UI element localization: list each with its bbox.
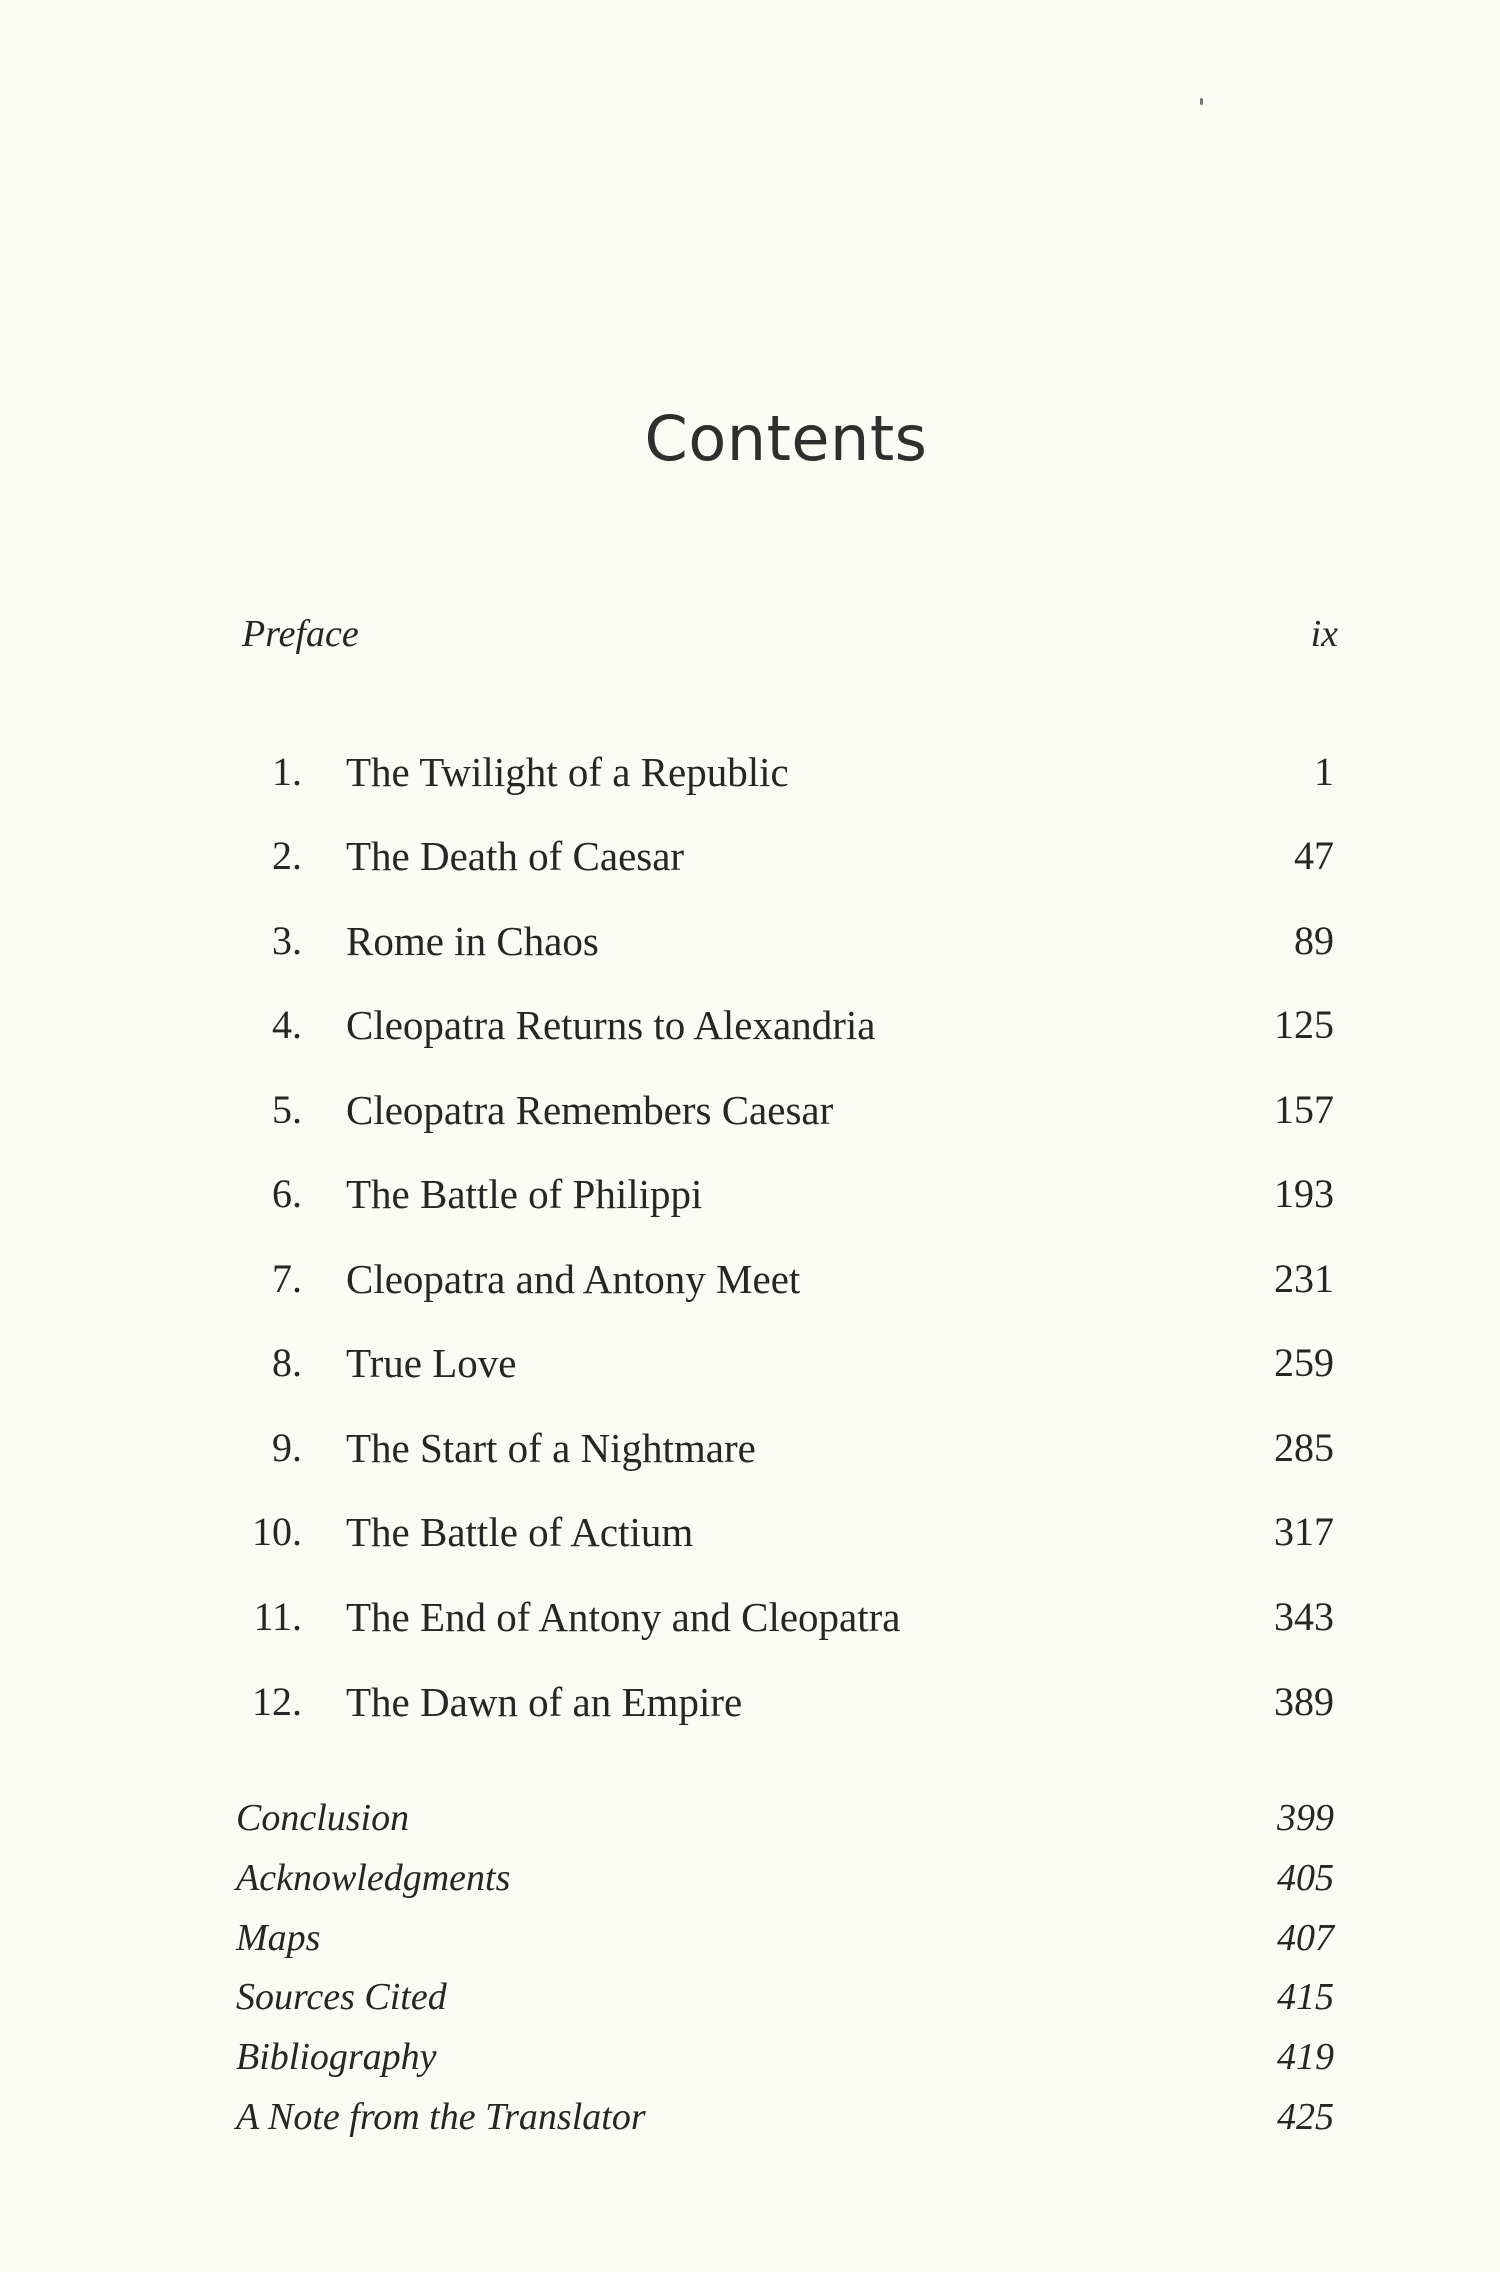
toc-entry-conclusion xyxy=(0,1796,1500,1856)
toc-entry-label: Bibliography xyxy=(236,2036,437,2078)
toc-entry-page: ix xyxy=(1310,613,1338,655)
toc-entry-label: A Note from the Translator xyxy=(236,2096,646,2138)
chapter-page: 389 xyxy=(1274,1679,1334,1724)
toc-entry-maps xyxy=(0,1916,1500,1976)
toc-entry-label: Sources Cited xyxy=(236,1976,447,2018)
toc-chapter-6 xyxy=(0,1170,1500,1230)
toc-chapter-1 xyxy=(0,748,1500,808)
toc-chapter-11 xyxy=(0,1593,1500,1653)
chapter-title: The End of Antony and Cleopatra xyxy=(346,1594,901,1640)
toc-entry-label: Preface xyxy=(242,613,359,655)
chapter-number: 8. xyxy=(272,1340,302,1385)
chapter-number: 5. xyxy=(272,1087,302,1132)
chapter-title: Cleopatra Remembers Caesar xyxy=(346,1087,834,1133)
toc-chapter-8 xyxy=(0,1339,1500,1399)
toc-entry-bibliography xyxy=(0,2035,1500,2095)
toc-chapter-9 xyxy=(0,1424,1500,1484)
toc-chapter-2 xyxy=(0,832,1500,892)
chapter-title: Cleopatra Returns to Alexandria xyxy=(346,1002,876,1048)
chapter-page: 285 xyxy=(1274,1425,1334,1470)
chapter-page: 125 xyxy=(1274,1002,1334,1047)
toc-entry-page: 419 xyxy=(1277,2036,1334,2078)
toc-entry-label: Maps xyxy=(236,1917,321,1959)
toc-entry-page: 415 xyxy=(1277,1976,1334,2018)
chapter-page: 343 xyxy=(1274,1594,1334,1639)
chapter-page: 193 xyxy=(1274,1171,1334,1216)
chapter-number: 10. xyxy=(252,1509,302,1554)
chapter-title: Cleopatra and Antony Meet xyxy=(346,1256,801,1302)
toc-entry-sources-cited xyxy=(0,1975,1500,2035)
chapter-page: 89 xyxy=(1294,918,1334,963)
ink-speck xyxy=(1200,98,1203,105)
toc-chapter-3 xyxy=(0,917,1500,977)
chapter-page: 259 xyxy=(1274,1340,1334,1385)
chapter-number: 12. xyxy=(252,1679,302,1724)
toc-chapter-12 xyxy=(0,1678,1500,1738)
chapter-page: 231 xyxy=(1274,1256,1334,1301)
toc-chapter-4 xyxy=(0,1001,1500,1061)
toc-entry-page: 407 xyxy=(1277,1917,1334,1959)
chapter-page: 1 xyxy=(1314,749,1334,794)
chapter-number: 11. xyxy=(253,1594,302,1639)
toc-chapter-5 xyxy=(0,1086,1500,1146)
chapter-number: 7. xyxy=(272,1256,302,1301)
chapter-title: The Battle of Actium xyxy=(346,1509,694,1555)
chapter-number: 4. xyxy=(272,1002,302,1047)
chapter-number: 9. xyxy=(272,1425,302,1470)
chapter-number: 3. xyxy=(272,918,302,963)
toc-chapter-7 xyxy=(0,1255,1500,1315)
toc-entry-acknowledgments xyxy=(0,1856,1500,1916)
toc-entry-label: Acknowledgments xyxy=(236,1857,511,1899)
toc-entry-page: 425 xyxy=(1277,2096,1334,2138)
chapter-title: The Battle of Philippi xyxy=(346,1171,703,1217)
chapter-number: 1. xyxy=(272,749,302,794)
chapter-page: 47 xyxy=(1294,833,1334,878)
page-title: Contents xyxy=(644,402,928,475)
chapter-number: 2. xyxy=(272,833,302,878)
chapter-title: Rome in Chaos xyxy=(346,918,599,964)
toc-entry-label: Conclusion xyxy=(236,1797,410,1839)
toc-entry-page: 405 xyxy=(1277,1857,1334,1899)
chapter-number: 6. xyxy=(272,1171,302,1216)
chapter-title: The Twilight of a Republic xyxy=(346,749,789,795)
chapter-title: True Love xyxy=(346,1340,517,1386)
toc-entry-note-from-translator xyxy=(0,2095,1500,2155)
toc-entry-page: 399 xyxy=(1277,1797,1334,1839)
chapter-title: The Dawn of an Empire xyxy=(346,1679,743,1725)
toc-chapter-10 xyxy=(0,1508,1500,1568)
chapter-page: 157 xyxy=(1274,1087,1334,1132)
chapter-title: The Death of Caesar xyxy=(346,833,685,879)
toc-entry-preface xyxy=(0,612,1500,672)
chapter-page: 317 xyxy=(1274,1509,1334,1554)
chapter-title: The Start of a Nightmare xyxy=(346,1425,756,1471)
